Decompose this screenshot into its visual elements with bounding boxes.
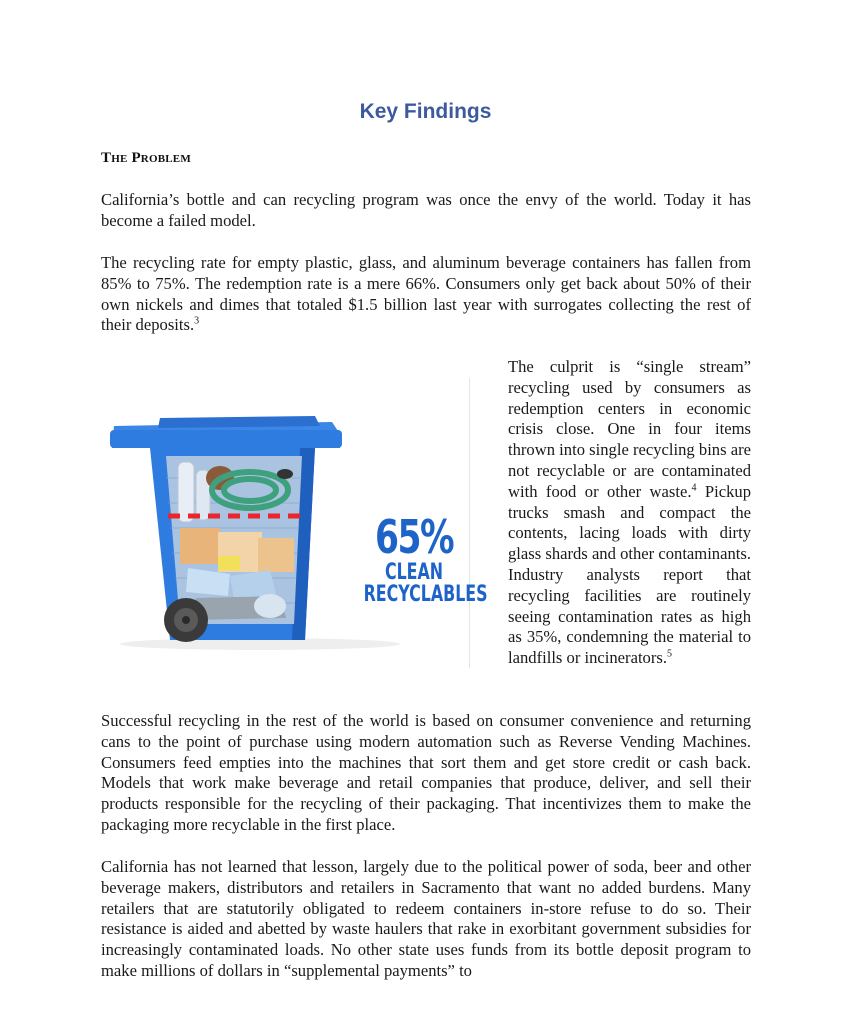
section-heading: The Problem	[101, 150, 191, 166]
footnote-ref-3: 3	[194, 315, 200, 327]
footnote-ref-5: 5	[666, 648, 672, 660]
paragraph-intro: California’s bottle and can recycling program was once the envy of the world. Today it has become a failed model.	[101, 190, 751, 230]
stat-value: 65%	[374, 510, 454, 564]
footnote-ref-4: 4	[691, 482, 697, 494]
paragraph-single-stream-text-a: The culprit is “single stream” recycling used by consumers as redemption centers in economic crisis close. One in four items thrown into single recycling bins are not recyclable or are contaminated with food or other waste.	[508, 357, 751, 501]
paragraph-recycling-rate	[101, 253, 751, 336]
page-title: Key Findings	[359, 100, 492, 123]
stat-label-clean: CLEAN	[384, 560, 444, 585]
stat-label-recyclables: RECYCLABLES	[363, 582, 488, 607]
paragraph-successful-recycling: Successful recycling in the rest of the world is based on consumer convenience and returning cans to the point of purchase using modern automation such as Reverse Vending Machines. Consumers feed empties into the machines that sort them and get store credit or cash back. Models that work make beverage and retail companies that produce, deliver, and sell their products responsible for the recycling of their packaging. That incentivizes them to make the packaging more recyclable in the first place.	[101, 711, 751, 834]
stat-callout	[344, 510, 488, 607]
paragraph-recycling-rate-text: The recycling rate for empty plastic, glass, and aluminum beverage containers has fallen from 85% to 75%. The redemption rate is a mere 66%. Consumers only get back about 50% of their own nickels and dimes that totaled $1.5 billion last year with surrogates collecting the rest of their deposits.	[101, 253, 751, 335]
paragraph-single-stream	[508, 357, 751, 669]
paragraph-single-stream-text-b: Pickup trucks smash and compact the contents, lacing loads with dirty glass shards and other contaminants. Industry analysts report that recycling facilities are routinely seeing contamination rates as high as 35%, condemning the material to landfills or incinerators.	[508, 481, 752, 668]
paragraph-california-lesson: California has not learned that lesson, largely due to the political power of soda, beer and other beverage makers, distributors and retailers in Sacramento that want no added burdens. Many retailers that are statutorily obligated to redeem containers in-store refuse to do so. Their resistance is aided and abetted by waste haulers that rake in exorbitant government subsidies for increasingly contaminated loads. No other state uses funds from its bottle deposit program to make millions of dollars in “supplemental payments” to	[101, 857, 751, 980]
